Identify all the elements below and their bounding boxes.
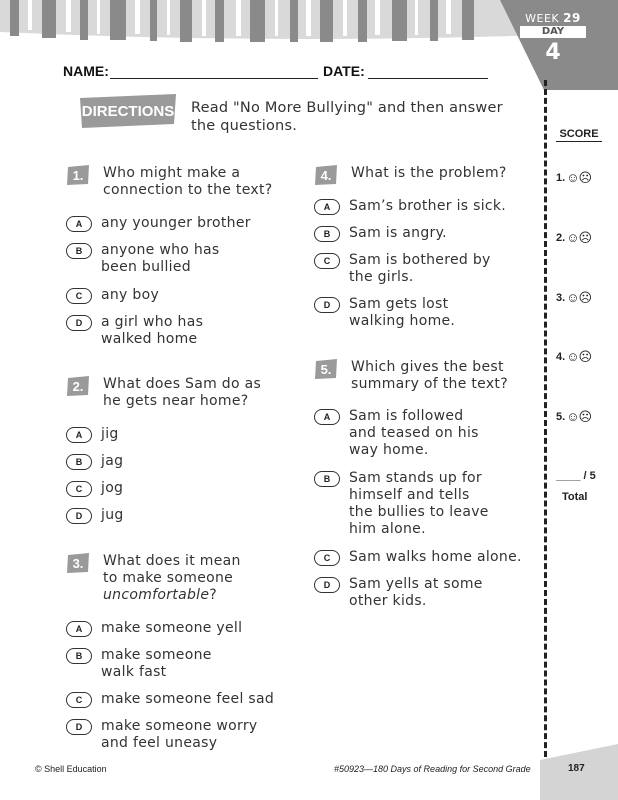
score-item-4: 4. ☺☹ <box>556 349 592 364</box>
total-score-line: ____ / 5 <box>556 470 596 482</box>
question-1-option-b[interactable]: B anyone who has been bullied <box>66 242 220 276</box>
question-4-option-b[interactable]: B Sam is angry. <box>314 225 447 242</box>
smiley-frowny-icon: ☺☹ <box>566 290 592 305</box>
italic-word: uncomfortable <box>103 587 210 603</box>
question-5-option-d[interactable]: D Sam yells at some other kids. <box>314 576 483 610</box>
question-5-option-a[interactable]: A Sam is followed and teased on his way home. <box>314 408 479 459</box>
directions-badge-text: DIRECTIONS <box>81 103 175 120</box>
question-3-option-a[interactable]: A make someone yell <box>66 620 242 637</box>
question-5-text: Which gives the best summary of the text? <box>351 359 508 392</box>
question-1-option-d[interactable]: D a girl who has walked home <box>66 314 203 348</box>
day-label: DAY <box>520 26 586 38</box>
question-2-badge <box>66 375 90 397</box>
question-2-text: What does Sam do as he gets near home? <box>103 376 262 409</box>
question-2-option-a[interactable]: A jig <box>66 426 119 443</box>
date-label: DATE: <box>323 63 365 79</box>
week-number: 29 <box>563 11 581 25</box>
question-2-option-c[interactable]: C jog <box>66 480 123 497</box>
question-2-option-b[interactable]: B jag <box>66 453 123 470</box>
week-text: WEEK <box>525 12 560 25</box>
question-4-badge <box>314 164 338 186</box>
question-1-option-c[interactable]: C any boy <box>66 287 159 304</box>
question-3-option-b[interactable]: B make someone walk fast <box>66 647 212 681</box>
question-5-option-c[interactable]: C Sam walks home alone. <box>314 549 522 566</box>
question-3-badge <box>66 552 90 574</box>
question-4-text: What is the problem? <box>351 165 507 181</box>
smiley-frowny-icon: ☺☹ <box>566 230 592 245</box>
question-3-option-d[interactable]: D make someone worry and feel uneasy <box>66 718 257 752</box>
name-field-line[interactable] <box>110 78 318 79</box>
question-4-option-a[interactable]: A Sam’s brother is sick. <box>314 198 506 215</box>
total-label: Total <box>562 491 588 503</box>
score-item-2: 2. ☺☹ <box>556 230 592 245</box>
question-4-option-d[interactable]: D Sam gets lost walking home. <box>314 296 455 330</box>
page-number: 187 <box>568 763 585 774</box>
directions-text: Read "No More Bullying" and then answer the questions. <box>191 100 503 134</box>
score-item-3: 3. ☺☹ <box>556 290 592 305</box>
week-label <box>520 11 586 25</box>
question-1-option-a[interactable]: A any younger brother <box>66 215 251 232</box>
smiley-frowny-icon: ☺☹ <box>566 170 592 185</box>
question-4-option-c[interactable]: C Sam is bothered by the girls. <box>314 252 491 286</box>
score-item-5: 5. ☺☹ <box>556 409 592 424</box>
date-field-line[interactable] <box>368 78 488 79</box>
question-3-option-c[interactable]: C make someone feel sad <box>66 691 274 708</box>
svg-text:3.: 3. <box>72 556 84 571</box>
name-label: NAME: <box>63 63 109 79</box>
svg-text:4.: 4. <box>320 168 332 183</box>
question-2-option-d[interactable]: D jug <box>66 507 124 524</box>
footer-copyright: © Shell Education <box>35 764 107 774</box>
directions-badge <box>78 92 178 130</box>
question-5-badge <box>314 358 338 380</box>
question-3-text: What does it mean to make someone uncomfortable? <box>103 553 241 603</box>
smiley-frowny-icon: ☺☹ <box>566 409 592 424</box>
svg-text:5.: 5. <box>320 362 332 377</box>
svg-text:1.: 1. <box>72 168 84 183</box>
question-5-option-b[interactable]: B Sam stands up for himself and tells the bullies to leave him alone. <box>314 470 489 538</box>
svg-text:2.: 2. <box>72 379 84 394</box>
score-title: SCORE <box>556 128 602 142</box>
question-1-badge <box>66 164 90 186</box>
score-item-1: 1. ☺☹ <box>556 170 592 185</box>
score-divider <box>544 80 547 766</box>
day-number: 4 <box>545 40 561 65</box>
footer-book-title: #50923—180 Days of Reading for Second Grade <box>334 764 531 774</box>
question-1-text: Who might make a connection to the text? <box>103 165 273 198</box>
smiley-frowny-icon: ☺☹ <box>566 349 592 364</box>
